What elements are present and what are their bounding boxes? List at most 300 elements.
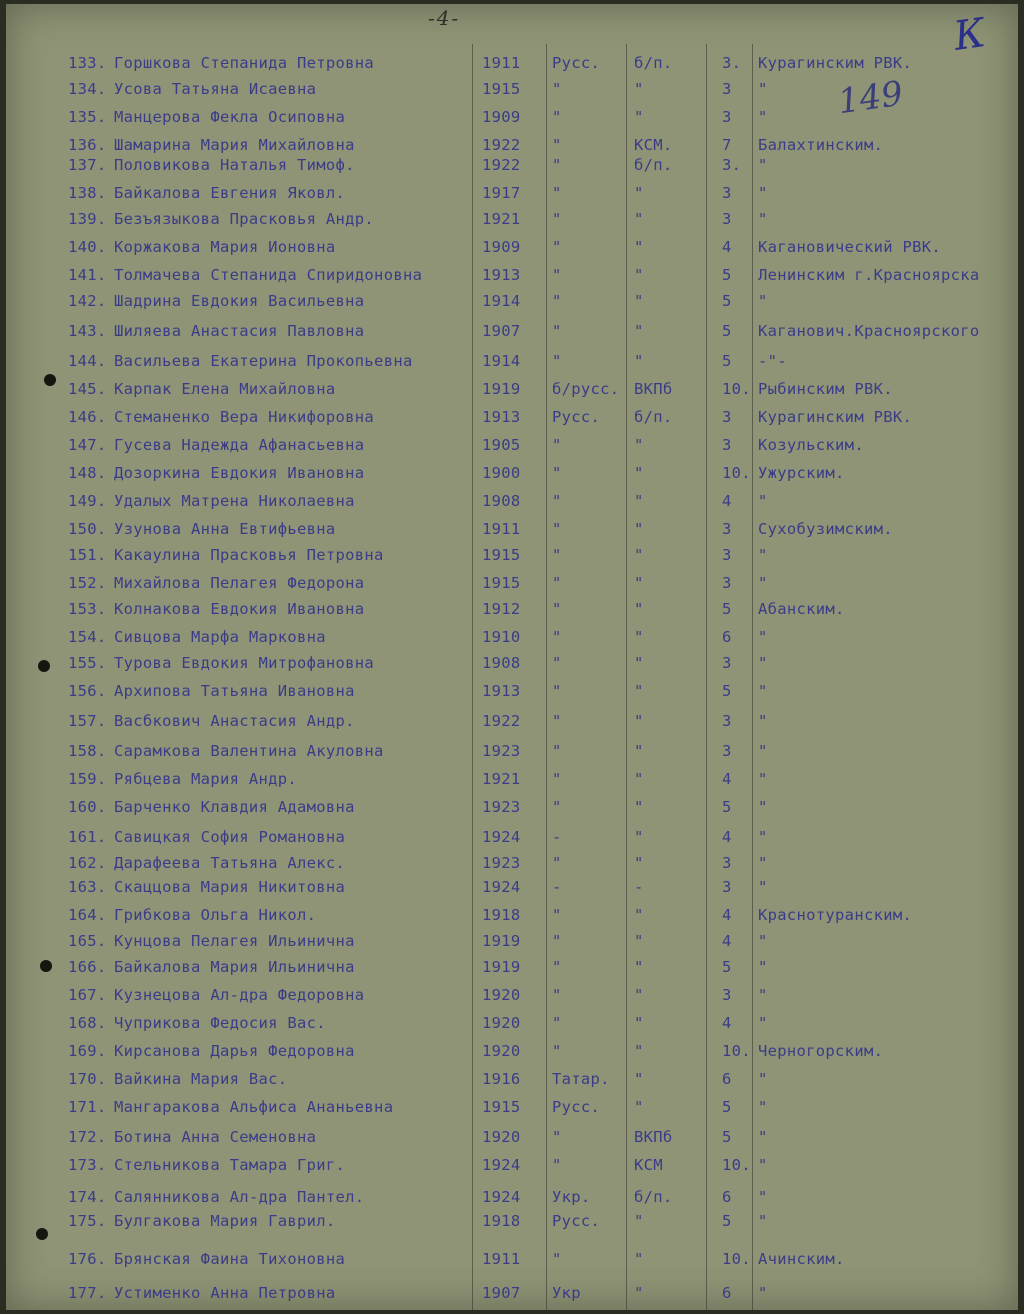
- person-name: Ботина Анна Семеновна: [114, 1128, 317, 1146]
- person-name: Вайкина Мария Вас.: [114, 1070, 288, 1088]
- table-row: [6, 408, 1018, 430]
- nationality: ": [552, 1156, 562, 1174]
- row-number: 133.: [68, 54, 107, 72]
- person-name: Рябцева Мария Андр.: [114, 770, 298, 788]
- person-name: Половикова Наталья Тимоф.: [114, 156, 355, 174]
- nationality: ": [552, 986, 562, 1004]
- service-term: 10.: [722, 380, 751, 398]
- draft-office: Балахтинским.: [758, 136, 884, 154]
- row-number: 150.: [68, 520, 107, 538]
- person-name: Чуприкова Федосия Вас.: [114, 1014, 326, 1032]
- row-number: 140.: [68, 238, 107, 256]
- table-row: [6, 1284, 1018, 1306]
- table-row: [6, 798, 1018, 820]
- party-affiliation: ": [634, 770, 644, 788]
- person-name: Манцерова Фекла Осиповна: [114, 108, 346, 126]
- service-term: 3: [722, 210, 732, 228]
- birth-year: 1919: [482, 932, 521, 950]
- birth-year: 1914: [482, 292, 521, 310]
- service-term: 5: [722, 798, 732, 816]
- party-affiliation: ": [634, 108, 644, 126]
- draft-office: ": [758, 546, 768, 564]
- draft-office: ": [758, 986, 768, 1004]
- table-row: [6, 1250, 1018, 1272]
- birth-year: 1907: [482, 1284, 521, 1302]
- draft-office: ": [758, 1098, 768, 1116]
- draft-office: Сухобузимским.: [758, 520, 893, 538]
- table-row: [6, 1014, 1018, 1036]
- person-name: Байкалова Мария Ильинична: [114, 958, 355, 976]
- nationality: ": [552, 932, 562, 950]
- row-number: 142.: [68, 292, 107, 310]
- birth-year: 1908: [482, 654, 521, 672]
- table-row: [6, 108, 1018, 130]
- service-term: 5: [722, 682, 732, 700]
- table-row: [6, 574, 1018, 596]
- nationality: Татар.: [552, 1070, 610, 1088]
- person-name: Булгакова Мария Гаврил.: [114, 1212, 336, 1230]
- row-number: 134.: [68, 80, 107, 98]
- row-number: 163.: [68, 878, 107, 896]
- row-number: 141.: [68, 266, 107, 284]
- party-affiliation: ": [634, 436, 644, 454]
- party-affiliation: ": [634, 1014, 644, 1032]
- person-name: Удалых Матрена Николаевна: [114, 492, 355, 510]
- nationality: ": [552, 574, 562, 592]
- person-name: Устименко Анна Петровна: [114, 1284, 336, 1302]
- service-term: 3: [722, 712, 732, 730]
- party-affiliation: ": [634, 932, 644, 950]
- draft-office: ": [758, 574, 768, 592]
- person-name: Стельникова Тамара Григ.: [114, 1156, 346, 1174]
- party-affiliation: ": [634, 574, 644, 592]
- draft-office: Ачинским.: [758, 1250, 845, 1268]
- table-row: [6, 1156, 1018, 1178]
- party-affiliation: ": [634, 828, 644, 846]
- draft-office: ": [758, 1014, 768, 1032]
- row-number: 161.: [68, 828, 107, 846]
- service-term: 10.: [722, 1042, 751, 1060]
- nationality: Русс.: [552, 1098, 601, 1116]
- service-term: 6: [722, 1284, 732, 1302]
- row-number: 175.: [68, 1212, 107, 1230]
- birth-year: 1920: [482, 986, 521, 1004]
- birth-year: 1915: [482, 546, 521, 564]
- nationality: ": [552, 770, 562, 788]
- table-row: [6, 682, 1018, 704]
- column-divider: [546, 44, 547, 1310]
- row-number: 162.: [68, 854, 107, 872]
- person-name: Брянская Фаина Тихоновна: [114, 1250, 346, 1268]
- row-number: 164.: [68, 906, 107, 924]
- service-term: 3: [722, 742, 732, 760]
- service-term: 5: [722, 352, 732, 370]
- draft-office: ": [758, 958, 768, 976]
- draft-office: ": [758, 80, 768, 98]
- row-number: 173.: [68, 1156, 107, 1174]
- service-term: 3: [722, 184, 732, 202]
- row-number: 172.: [68, 1128, 107, 1146]
- draft-office: ": [758, 654, 768, 672]
- birth-year: 1924: [482, 1188, 521, 1206]
- person-name: Карпак Елена Михайловна: [114, 380, 336, 398]
- person-name: Шамарина Мария Михайловна: [114, 136, 355, 154]
- table-row: [6, 54, 1018, 76]
- person-name: Дозоркина Евдокия Ивановна: [114, 464, 365, 482]
- nationality: ": [552, 628, 562, 646]
- draft-office: ": [758, 1284, 768, 1302]
- row-number: 139.: [68, 210, 107, 228]
- service-term: 4: [722, 932, 732, 950]
- birth-year: 1922: [482, 712, 521, 730]
- table-row: [6, 854, 1018, 876]
- nationality: ": [552, 854, 562, 872]
- party-affiliation: ": [634, 958, 644, 976]
- service-term: 4: [722, 906, 732, 924]
- person-name: Стеманенко Вера Никифоровна: [114, 408, 375, 426]
- row-number: 137.: [68, 156, 107, 174]
- birth-year: 1918: [482, 906, 521, 924]
- party-affiliation: ": [634, 1250, 644, 1268]
- birth-year: 1920: [482, 1128, 521, 1146]
- party-affiliation: ": [634, 184, 644, 202]
- birth-year: 1917: [482, 184, 521, 202]
- table-row: [6, 600, 1018, 622]
- row-number: 170.: [68, 1070, 107, 1088]
- nationality: ": [552, 80, 562, 98]
- person-name: Коржакова Мария Ионовна: [114, 238, 336, 256]
- draft-office: ": [758, 292, 768, 310]
- service-term: 3: [722, 854, 732, 872]
- person-name: Васбкович Анастасия Андр.: [114, 712, 355, 730]
- birth-year: 1916: [482, 1070, 521, 1088]
- person-name: Мангаракова Альфиса Ананьевна: [114, 1098, 394, 1116]
- draft-office: Рыбинским РВК.: [758, 380, 893, 398]
- draft-office: Каганович.Красноярского: [758, 322, 980, 340]
- row-number: 165.: [68, 932, 107, 950]
- party-affiliation: ": [634, 238, 644, 256]
- table-row: [6, 266, 1018, 288]
- row-number: 159.: [68, 770, 107, 788]
- party-affiliation: ": [634, 464, 644, 482]
- nationality: -: [552, 878, 562, 896]
- row-number: 174.: [68, 1188, 107, 1206]
- draft-office: ": [758, 742, 768, 760]
- birth-year: 1921: [482, 210, 521, 228]
- table-row: [6, 712, 1018, 734]
- row-number: 149.: [68, 492, 107, 510]
- column-divider: [752, 44, 753, 1310]
- row-number: 145.: [68, 380, 107, 398]
- party-affiliation: ": [634, 492, 644, 510]
- service-term: 10.: [722, 464, 751, 482]
- party-affiliation: ": [634, 742, 644, 760]
- service-term: 3: [722, 108, 732, 126]
- table-row: [6, 1212, 1018, 1234]
- row-number: 146.: [68, 408, 107, 426]
- person-name: Узунова Анна Евтифьевна: [114, 520, 336, 538]
- service-term: 5: [722, 1128, 732, 1146]
- nationality: Русс.: [552, 408, 601, 426]
- party-affiliation: б/п.: [634, 408, 673, 426]
- nationality: Русс.: [552, 1212, 601, 1230]
- table-row: [6, 156, 1018, 178]
- column-divider: [626, 44, 627, 1310]
- person-name: Савицкая София Романовна: [114, 828, 346, 846]
- nationality: ": [552, 464, 562, 482]
- draft-office: Краснотуранским.: [758, 906, 913, 924]
- birth-year: 1907: [482, 322, 521, 340]
- person-name: Какаулина Прасковья Петровна: [114, 546, 384, 564]
- table-row: [6, 742, 1018, 764]
- nationality: ": [552, 210, 562, 228]
- row-number: 144.: [68, 352, 107, 370]
- row-number: 157.: [68, 712, 107, 730]
- service-term: 3: [722, 546, 732, 564]
- birth-year: 1913: [482, 682, 521, 700]
- service-term: 6: [722, 1070, 732, 1088]
- nationality: ": [552, 682, 562, 700]
- birth-year: 1923: [482, 798, 521, 816]
- person-name: Салянникова Ал-дра Пантел.: [114, 1188, 365, 1206]
- party-affiliation: ": [634, 210, 644, 228]
- folio-annotation: 149: [835, 73, 906, 123]
- service-term: 3.: [722, 54, 742, 72]
- person-name: Сивцова Марфа Марковна: [114, 628, 326, 646]
- service-term: 7: [722, 136, 732, 154]
- row-number: 160.: [68, 798, 107, 816]
- party-affiliation: ВКПб: [634, 380, 673, 398]
- party-affiliation: б/п.: [634, 156, 673, 174]
- draft-office: ": [758, 184, 768, 202]
- draft-office: Ленинским г.Красноярска: [758, 266, 980, 284]
- party-affiliation: ": [634, 1070, 644, 1088]
- birth-year: 1909: [482, 238, 521, 256]
- nationality: ": [552, 546, 562, 564]
- nationality: ": [552, 600, 562, 618]
- draft-office: Абанским.: [758, 600, 845, 618]
- table-row: [6, 520, 1018, 542]
- service-term: 5: [722, 1098, 732, 1116]
- birth-year: 1920: [482, 1042, 521, 1060]
- row-number: 177.: [68, 1284, 107, 1302]
- row-number: 158.: [68, 742, 107, 760]
- nationality: ": [552, 322, 562, 340]
- birth-year: 1920: [482, 1014, 521, 1032]
- person-name: Байкалова Евгения Яковл.: [114, 184, 346, 202]
- draft-office: ": [758, 932, 768, 950]
- row-number: 156.: [68, 682, 107, 700]
- table-row: [6, 322, 1018, 344]
- row-number: 166.: [68, 958, 107, 976]
- party-affiliation: ": [634, 986, 644, 1004]
- table-row: [6, 1098, 1018, 1120]
- party-affiliation: ": [634, 798, 644, 816]
- draft-office: ": [758, 854, 768, 872]
- draft-office: ": [758, 878, 768, 896]
- birth-year: 1924: [482, 878, 521, 896]
- service-term: 5: [722, 958, 732, 976]
- nationality: ": [552, 292, 562, 310]
- party-affiliation: КСМ.: [634, 136, 673, 154]
- draft-office: ": [758, 628, 768, 646]
- birth-year: 1910: [482, 628, 521, 646]
- draft-office: Курагинским РВК.: [758, 408, 913, 426]
- birth-year: 1908: [482, 492, 521, 510]
- person-name: Скаццова Мария Никитовна: [114, 878, 346, 896]
- birth-year: 1911: [482, 1250, 521, 1268]
- nationality: ": [552, 1042, 562, 1060]
- birth-year: 1913: [482, 266, 521, 284]
- table-row: [6, 292, 1018, 314]
- birth-year: 1919: [482, 380, 521, 398]
- nationality: ": [552, 958, 562, 976]
- birth-year: 1924: [482, 828, 521, 846]
- nationality: ": [552, 520, 562, 538]
- service-term: 5: [722, 600, 732, 618]
- person-name: Шадрина Евдокия Васильевна: [114, 292, 365, 310]
- service-term: 3: [722, 80, 732, 98]
- nationality: ": [552, 906, 562, 924]
- birth-year: 1909: [482, 108, 521, 126]
- nationality: Укр: [552, 1284, 581, 1302]
- person-name: Колнакова Евдокия Ивановна: [114, 600, 365, 618]
- page-number: -4-: [428, 6, 461, 30]
- row-number: 143.: [68, 322, 107, 340]
- person-name: Михайлова Пелагея Федорона: [114, 574, 365, 592]
- party-affiliation: ": [634, 1098, 644, 1116]
- row-number: 168.: [68, 1014, 107, 1032]
- table-row: [6, 80, 1018, 102]
- service-term: 3: [722, 986, 732, 1004]
- person-name: Усова Татьяна Исаевна: [114, 80, 317, 98]
- service-term: 3: [722, 408, 732, 426]
- corner-annotation: К: [950, 10, 989, 60]
- service-term: 3: [722, 520, 732, 538]
- party-affiliation: ": [634, 292, 644, 310]
- nationality: ": [552, 352, 562, 370]
- service-term: 4: [722, 238, 732, 256]
- birth-year: 1922: [482, 136, 521, 154]
- column-divider: [472, 44, 473, 1310]
- table-row: [6, 932, 1018, 954]
- person-name: Кунцова Пелагея Ильинична: [114, 932, 355, 950]
- party-affiliation: ": [634, 854, 644, 872]
- nationality: ": [552, 238, 562, 256]
- party-affiliation: ": [634, 654, 644, 672]
- table-row: [6, 210, 1018, 232]
- service-term: 6: [722, 1188, 732, 1206]
- service-term: 4: [722, 492, 732, 510]
- table-row: [6, 1070, 1018, 1092]
- person-name: Кирсанова Дарья Федоровна: [114, 1042, 355, 1060]
- draft-office: ": [758, 682, 768, 700]
- draft-office: -"-: [758, 352, 787, 370]
- table-row: [6, 828, 1018, 850]
- table-row: [6, 906, 1018, 928]
- nationality: ": [552, 1128, 562, 1146]
- table-row: [6, 770, 1018, 792]
- row-number: 154.: [68, 628, 107, 646]
- row-number: 167.: [68, 986, 107, 1004]
- person-name: Барченко Клавдия Адамовна: [114, 798, 355, 816]
- person-name: Архипова Татьяна Ивановна: [114, 682, 355, 700]
- birth-year: 1921: [482, 770, 521, 788]
- service-term: 10.: [722, 1250, 751, 1268]
- row-number: 148.: [68, 464, 107, 482]
- row-number: 176.: [68, 1250, 107, 1268]
- birth-year: 1919: [482, 958, 521, 976]
- party-affiliation: ": [634, 1212, 644, 1230]
- draft-office: ": [758, 210, 768, 228]
- draft-office: ": [758, 1128, 768, 1146]
- table-row: [6, 958, 1018, 980]
- person-name: Кузнецова Ал-дра Федоровна: [114, 986, 365, 1004]
- birth-year: 1923: [482, 854, 521, 872]
- draft-office: ": [758, 1212, 768, 1230]
- service-term: 3: [722, 574, 732, 592]
- table-row: [6, 380, 1018, 402]
- party-affiliation: б/п.: [634, 1188, 673, 1206]
- row-number: 138.: [68, 184, 107, 202]
- row-number: 135.: [68, 108, 107, 126]
- person-name: Горшкова Степанида Петровна: [114, 54, 375, 72]
- service-term: 4: [722, 828, 732, 846]
- birth-year: 1912: [482, 600, 521, 618]
- service-term: 3: [722, 436, 732, 454]
- birth-year: 1915: [482, 1098, 521, 1116]
- row-number: 152.: [68, 574, 107, 592]
- person-name: Турова Евдокия Митрофановна: [114, 654, 375, 672]
- service-term: 4: [722, 770, 732, 788]
- party-affiliation: б/п.: [634, 54, 673, 72]
- service-term: 5: [722, 1212, 732, 1230]
- table-row: [6, 546, 1018, 568]
- service-term: 5: [722, 322, 732, 340]
- row-number: 151.: [68, 546, 107, 564]
- table-row: [6, 136, 1018, 158]
- person-name: Гусева Надежда Афанасьевна: [114, 436, 365, 454]
- document-sheet: [6, 4, 1018, 1310]
- column-divider: [706, 44, 707, 1310]
- nationality: ": [552, 108, 562, 126]
- nationality: ": [552, 266, 562, 284]
- nationality: ": [552, 1014, 562, 1032]
- table-row: [6, 238, 1018, 260]
- birth-year: 1915: [482, 574, 521, 592]
- table-row: [6, 1128, 1018, 1150]
- party-affiliation: ": [634, 712, 644, 730]
- draft-office: ": [758, 156, 768, 174]
- service-term: 6: [722, 628, 732, 646]
- service-term: 3: [722, 654, 732, 672]
- nationality: ": [552, 798, 562, 816]
- birth-year: 1924: [482, 1156, 521, 1174]
- table-row: [6, 492, 1018, 514]
- person-name: Грибкова Ольга Никол.: [114, 906, 317, 924]
- person-name: Дарафеева Татьяна Алекс.: [114, 854, 346, 872]
- draft-office: ": [758, 798, 768, 816]
- party-affiliation: ": [634, 352, 644, 370]
- table-row: [6, 1188, 1018, 1210]
- party-affiliation: ": [634, 600, 644, 618]
- draft-office: ": [758, 108, 768, 126]
- draft-office: ": [758, 1070, 768, 1088]
- draft-office: Курагинским РВК.: [758, 54, 913, 72]
- birth-year: 1914: [482, 352, 521, 370]
- birth-year: 1918: [482, 1212, 521, 1230]
- birth-year: 1900: [482, 464, 521, 482]
